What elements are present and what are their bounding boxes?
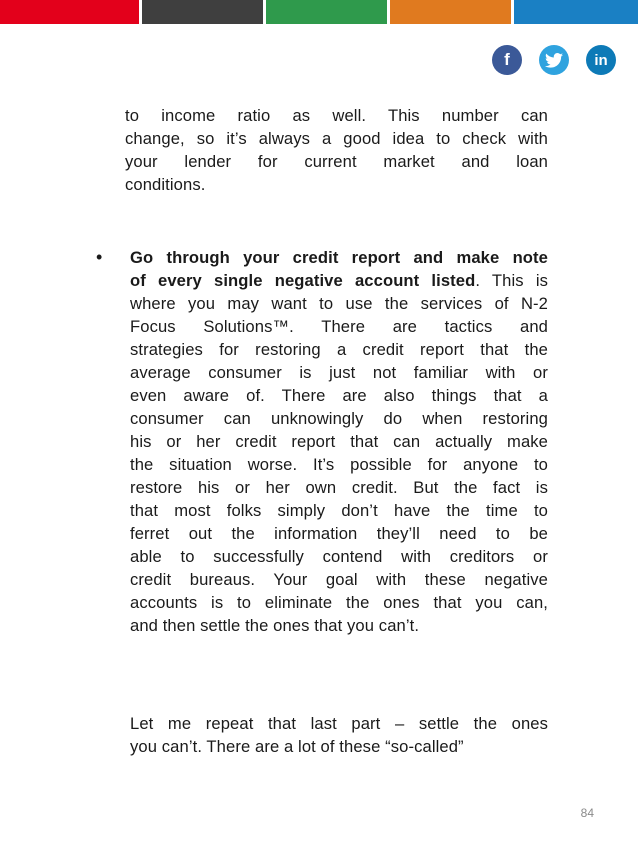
text-line: you can’t. There are a lot of these “so-called” [130,737,464,756]
text-line: Focus Solutions™. There are tactics and [130,317,548,336]
text-line [130,269,548,292]
text-line: conditions. [125,175,206,194]
color-bar-orange [390,0,511,24]
text-line: your lender for current market and loan [125,152,548,171]
color-bar [0,0,638,24]
text-line: consumer can unknowingly do when restoring [130,409,548,428]
twitter-bird-glyph [545,53,563,68]
text-fragment: . This is [475,271,548,290]
text-line: strategies for restoring a credit report that the [130,340,548,359]
page-number: 84 [580,806,594,820]
bold-text-line: Go through your credit report and make note [130,248,548,267]
bold-text-fragment: of every single negative account listed [130,271,476,290]
color-bar-gray [142,0,263,24]
color-bar-green [266,0,387,24]
text-line: his or her credit report that can actually make [130,432,548,451]
text-line: credit bureaus. Your goal with these negative [130,570,548,589]
color-bar-blue [514,0,638,24]
social-links [492,45,616,75]
text-line: change, so it’s always a good idea to check with [125,129,548,148]
text-line: where you may want to use the services of N-2 [130,294,548,313]
text-line: average consumer is just not familiar with or [130,363,548,382]
paragraph-repeat [130,712,548,758]
bullet-marker: • [96,247,103,267]
paragraph-income-ratio [125,104,548,196]
color-bar-red [0,0,139,24]
text-line: that most folks simply don’t have the time to [130,501,548,520]
linkedin-icon[interactable]: in [586,45,616,75]
text-line: to income ratio as well. This number can [125,106,548,125]
text-line: able to successfully contend with creditors or [130,547,548,566]
text-line: ferret out the information they’ll need to be [130,524,548,543]
facebook-icon[interactable]: f [492,45,522,75]
text-line: Let me repeat that last part – settle the ones [130,714,548,733]
text-line: even aware of. There are also things that a [130,386,548,405]
text-line: restore his or her own credit. But the fact is [130,478,548,497]
bullet-item-credit-report [130,246,548,637]
text-line: accounts is to eliminate the ones that you can, [130,593,548,612]
twitter-icon[interactable] [539,45,569,75]
text-line: and then settle the ones that you can’t. [130,616,420,635]
text-line: the situation worse. It’s possible for anyone to [130,455,548,474]
